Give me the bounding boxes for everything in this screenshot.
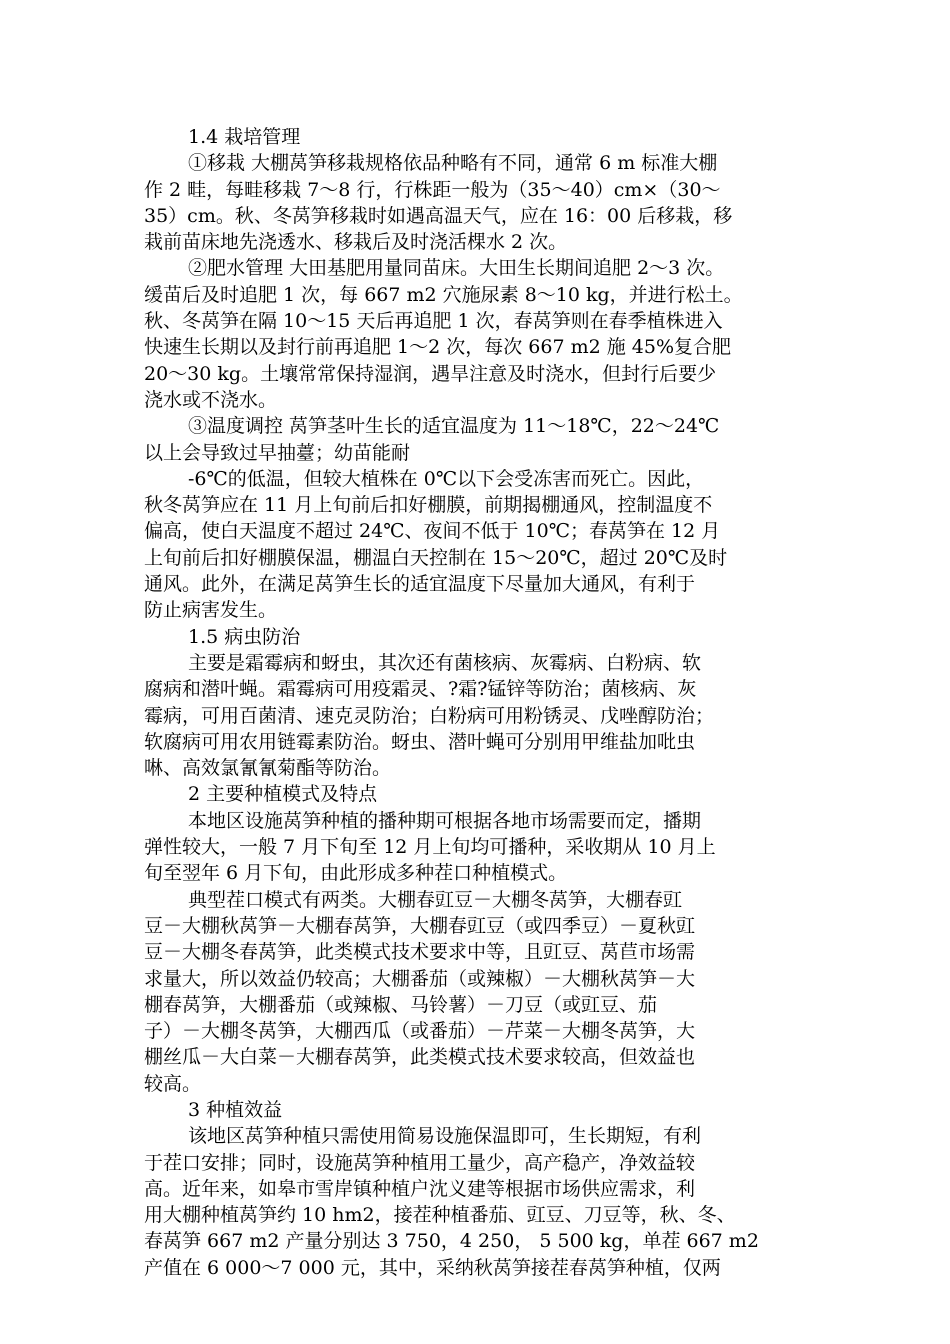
text-line: 旬至翌年 6 月下旬，由此形成多种茬口种植模式。 — [144, 862, 568, 885]
text-line: 霉病，可用百菌清、速克灵防治；白粉病可用粉锈灵、戊唑醇防治； — [144, 704, 715, 727]
text-line: 豆－大棚秋莴笋－大棚春莴笋，大棚春豇豆（或四季豆）－夏秋豇 — [144, 914, 696, 937]
text-line: ③温度调控 莴笋茎叶生长的适宜温度为 11～18℃，22～24℃ — [188, 415, 720, 438]
text-line: 35）cm。秋、冬莴笋移栽时如遇高温天气，应在 16：00 后移栽，移 — [144, 204, 733, 227]
text-line: 以上会导致过早抽薹；幼苗能耐 — [144, 441, 411, 464]
text-line: 高。近年来，如皋市雪岸镇种植户沈义建等根据市场供应需求，利 — [144, 1177, 696, 1200]
text-line: 上旬前后扣好棚膜保温，棚温白天控制在 15～20℃，超过 20℃及时 — [144, 546, 728, 569]
text-line: 偏高，使白天温度不超过 24℃、夜间不低于 10℃；春莴笋在 12 月 — [144, 520, 721, 543]
text-line: ①移栽 大棚莴笋移栽规格依品种略有不同，通常 6 m 标准大棚 — [188, 152, 718, 175]
text-line: 3 种植效益 — [188, 1098, 283, 1121]
text-line: 通风。此外，在满足莴笋生长的适宜温度下尽量加大通风，有利于 — [144, 573, 696, 596]
text-line: 棚春莴笋，大棚番茄（或辣椒、马铃薯）－刀豆（或豇豆、茄 — [144, 993, 658, 1016]
text-line: 作 2 畦，每畦移栽 7～8 行，行株距一般为（35～40）cm×（30～ — [144, 178, 721, 201]
text-line: 20～30 kg。土壤常常保持湿润，遇旱注意及时浇水，但封行后要少 — [144, 362, 717, 385]
text-line: 产值在 6 000～7 000 元，其中，采纳秋莴笋接茬春莴笋种植，仅两 — [144, 1256, 721, 1279]
text-line: 典型茬口模式有两类。大棚春豇豆－大棚冬莴笋，大棚春豇 — [188, 888, 683, 911]
text-line: 棚丝瓜－大白菜－大棚春莴笋，此类模式技术要求较高，但效益也 — [144, 1046, 696, 1069]
text-line: 防止病害发生。 — [144, 599, 278, 622]
text-line: 栽前苗床地先浇透水、移栽后及时浇活棵水 2 次。 — [144, 231, 568, 254]
text-line: 快速生长期以及封行前再追肥 1～2 次，每次 667 m2 施 45%复合肥 — [144, 336, 732, 359]
text-line: 秋冬莴笋应在 11 月上旬前后扣好棚膜，前期揭棚通风，控制温度不 — [144, 494, 713, 517]
text-line: 弹性较大，一般 7 月下旬至 12 月上旬均可播种，采收期从 10 月上 — [144, 836, 716, 859]
text-line: 软腐病可用农用链霉素防治。蚜虫、潜叶蝇可分别用甲维盐加吡虫 — [144, 730, 696, 753]
text-line: 豆－大棚冬春莴笋，此类模式技术要求中等，且豇豆、莴苣市场需 — [144, 941, 696, 964]
text-line: 于茬口安排；同时，设施莴笋种植用工量少，高产稳产，净效益较 — [144, 1151, 696, 1174]
text-line: -6℃的低温，但较大植株在 0℃以下会受冻害而死亡。因此， — [188, 467, 705, 490]
text-line: 求量大，所以效益仍较高；大棚番茄（或辣椒）－大棚秋莴笋－大 — [144, 967, 696, 990]
document-body — [144, 124, 824, 1281]
text-line: 本地区设施莴笋种植的播种期可根据各地市场需要而定，播期 — [188, 809, 702, 832]
text-line: 秋、冬莴笋在隔 10～15 天后再追肥 1 次，春莴笋则在春季植株进入 — [144, 310, 723, 333]
text-line: 较高。 — [144, 1072, 202, 1095]
text-line: 用大棚种植莴笋约 10 hm2，接茬种植番茄、豇豆、刀豆等，秋、冬、 — [144, 1204, 736, 1227]
text-line: 主要是霜霉病和蚜虫，其次还有菌核病、灰霉病、白粉病、软 — [188, 651, 702, 674]
text-line: 1.4 栽培管理 — [188, 126, 301, 148]
text-line: 缓苗后及时追肥 1 次，每 667 m2 穴施尿素 8～10 kg，并进行松土。 — [144, 283, 743, 306]
text-line: 1.5 病虫防治 — [188, 625, 301, 648]
text-line: 2 主要种植模式及特点 — [188, 783, 378, 806]
text-line: 浇水或不浇水。 — [144, 388, 278, 411]
text-line: 腐病和潜叶蝇。霜霉病可用疫霜灵、?霜?锰锌等防治；菌核病、灰 — [144, 678, 697, 701]
text-line: 子）－大棚冬莴笋，大棚西瓜（或番茄）－芹菜－大棚冬莴笋，大 — [144, 1020, 696, 1043]
text-line: 春莴笋 667 m2 产量分别达 3 750，4 250， 5 500 kg，单茬 667 m2 — [144, 1230, 759, 1253]
text-line: 啉、高效氯氰氰菊酯等防治。 — [144, 757, 392, 780]
text-line: ②肥水管理 大田基肥用量同苗床。大田生长期间追肥 2～3 次。 — [188, 257, 725, 280]
text-line: 该地区莴笋种植只需使用简易设施保温即可，生长期短，有利 — [188, 1125, 702, 1148]
